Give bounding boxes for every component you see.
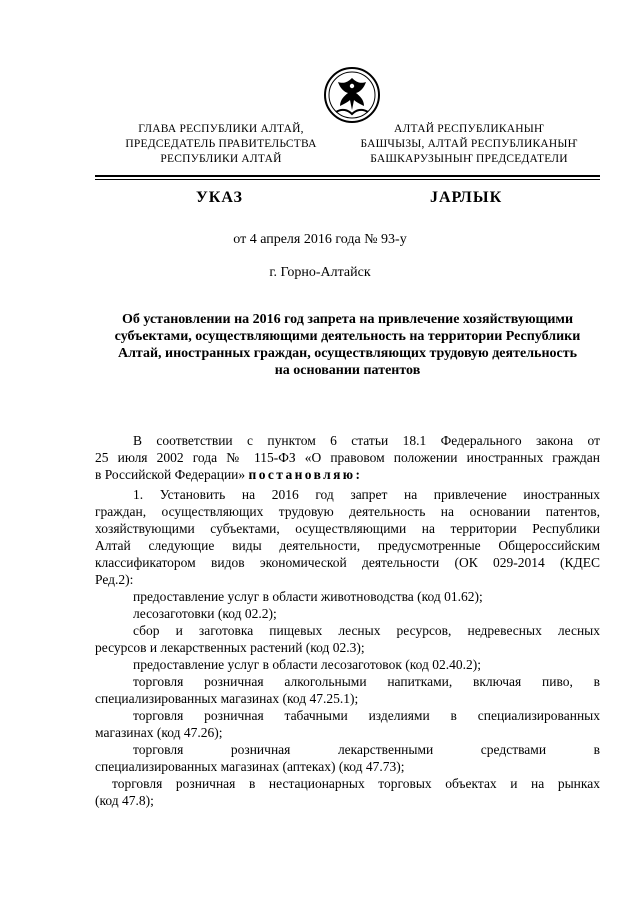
header-separator-thick [95,175,600,177]
decree-title [95,311,600,379]
activity-line: ресурсов и лекарственных растений (код 02.3); [95,640,365,655]
item-1-line: классификатором видов экономической деятельности (ОК 029-2014 (КДЕС [95,555,600,570]
item-1-line: 1. Установить на 2016 год запрет на привлечение иностранных [133,487,600,502]
preamble-line: В соответствии с пунктом 6 статьи 18.1 Федерального закона от [133,433,600,448]
activity-line: магазинах (код 47.26); [95,725,223,740]
title-line: Об установлении на 2016 год запрета на привлечение хозяйствующими [121,312,574,327]
doc-type-left: УКАЗ [196,189,243,206]
activity-line: (код 47.8); [95,793,154,808]
item-1-line: Ред.2): [95,572,134,587]
decree-date: от 4 апреля 2016 года № 93-у [233,232,407,247]
item-1-line: хозяйствующими субъектами, осуществляющими на территории Республики [95,521,600,536]
title-line: субъектами, осуществляющими деятельность на территории Республики [114,329,581,344]
activity-line: торговля розничная лекарственными средствами в [133,742,600,757]
header-left-line: ГЛАВА РЕСПУБЛИКИ АЛТАЙ, [138,123,304,135]
activity-line: торговля розничная алкогольными напитками, включая пиво, в [133,674,600,689]
activity-line: специализированных магазинах (код 47.25.1); [95,691,359,706]
header-left-line: ПРЕДСЕДАТЕЛЬ ПРАВИТЕЛЬСТВА [125,138,317,150]
title-line: на основании патентов [274,363,421,378]
preamble-text: в Российской Федерации» [95,467,246,482]
header-left-title [112,122,330,167]
preamble [95,432,600,483]
preamble-line: 25 июля 2002 года № 115-ФЗ «О правовом положении иностранных граждан [95,450,600,465]
activity-line: торговля розничная табачными изделиями в специализированных [133,708,600,723]
item-1-line: граждан, осуществляющих трудовую деятельность на основании патентов, [95,504,600,519]
header-left-line: РЕСПУБЛИКИ АЛТАЙ [160,153,282,165]
header-right-title [356,122,582,167]
activities-list [95,588,600,809]
activity-line: лесозаготовки (код 02.2); [133,606,277,621]
activity-line: предоставление услуг в области лесозаготовок (код 02.40.2); [133,657,481,672]
coat-of-arms-emblem [322,66,382,124]
activity-line: торговля розничная в нестационарных торговых объектах и на рынках [112,776,600,791]
header-right-line: БАШКАРУЗЫНЫҤ ПРЕДСЕДАТЕЛИ [370,153,568,165]
decree-word: постановляю: [248,467,363,482]
decree-city: г. Горно-Алтайск [269,265,371,280]
header-right-line: АЛТАЙ РЕСПУБЛИКАНЫҤ [394,123,544,135]
preamble-last-line [95,466,600,483]
header-separator-thin [95,179,600,180]
item-1-line: Алтай следующие виды деятельности, предусмотренные Общероссийским [95,538,600,553]
doc-type-right: JАРЛЫК [430,189,503,206]
title-line: Алтай, иностранных граждан, осуществляющих трудовую деятельность [117,346,578,361]
item-1 [95,486,600,588]
header-right-line: БАШЧЫЗЫ, АЛТАЙ РЕСПУБЛИКАНЫҤ [360,138,578,150]
activity-line: сбор и заготовка пищевых лесных ресурсов, недревесных лесных [133,623,600,638]
activity-line: предоставление услуг в области животноводства (код 01.62); [133,589,483,604]
activity-line: специализированных магазинах (аптеках) (код 47.73); [95,759,405,774]
